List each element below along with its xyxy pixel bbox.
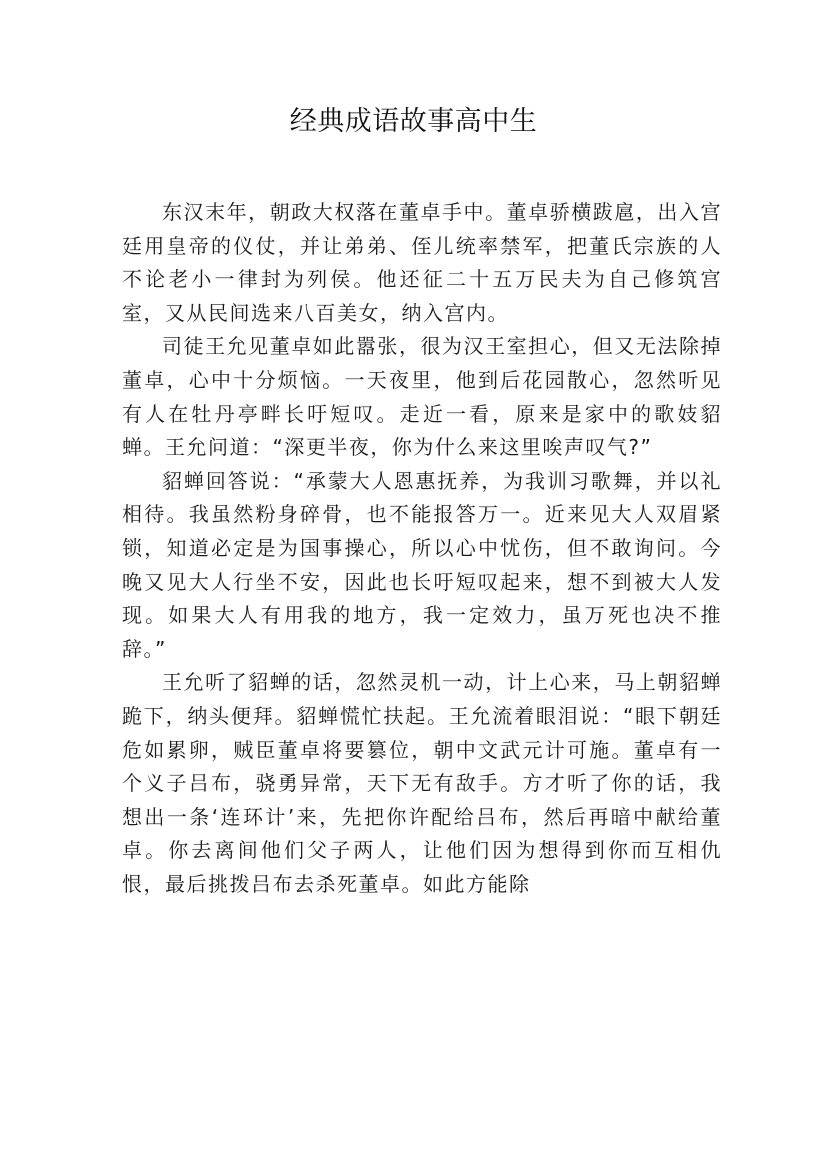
paragraph-1: 东汉末年，朝政大权落在董卓手中。董卓骄横跋扈，出入宫廷用皇帝的仪仗，并让弟弟、侄儿统率禁军，把董氏宗族的人不论老小一律封为列侯。他还征二十五万民夫为自己修筑宫室，又从民间选来八百美女，纳入宫内。 xyxy=(122,200,722,325)
paragraph-2: 司徒王允见董卓如此嚣张，很为汉王室担心，但又无法除掉董卓，心中十分烦恼。一天夜里，他到后花园散心，忽然听见有人在牡丹亭畔长吁短叹。走近一看，原来是家中的歌妓貂蝉。王允问道：“深更半夜，你为什么来这里唉声叹气?” xyxy=(122,334,722,460)
document-title: 经典成语故事高中生 xyxy=(289,106,538,137)
document-body xyxy=(122,196,722,901)
paragraph-4: 王允听了貂蝉的话，忽然灵机一动，计上心来，马上朝貂蝉跪下，纳头便拜。貂蝉慌忙扶起。王允流着眼泪说：“眼下朝廷危如累卵，贼臣董卓将要篡位，朝中文武元计可施。董卓有一个义子吕布，骁勇异常，天下无有敌手。方才听了你的话，我想出一条‘连环计’来，先把你许配给吕布，然后再暗中献给董卓。你去离间他们父子两人，让他们因为想得到你而互相仇恨，最后挑拨吕布去杀死董卓。如此方能除 xyxy=(122,670,722,896)
paragraph-3: 貂蝉回答说：“承蒙大人恩惠抚养，为我训习歌舞，并以礼相待。我虽然粉身碎骨，也不能报答万一。近来见大人双眉紧锁，知道必定是为国事操心，所以心中忧伤，但不敢询问。今晚又见大人行坐不安，因此也长吁短叹起来，想不到被大人发现。如果大人有用我的地方，我一定效力，虽万死也决不推辞。” xyxy=(122,468,722,661)
